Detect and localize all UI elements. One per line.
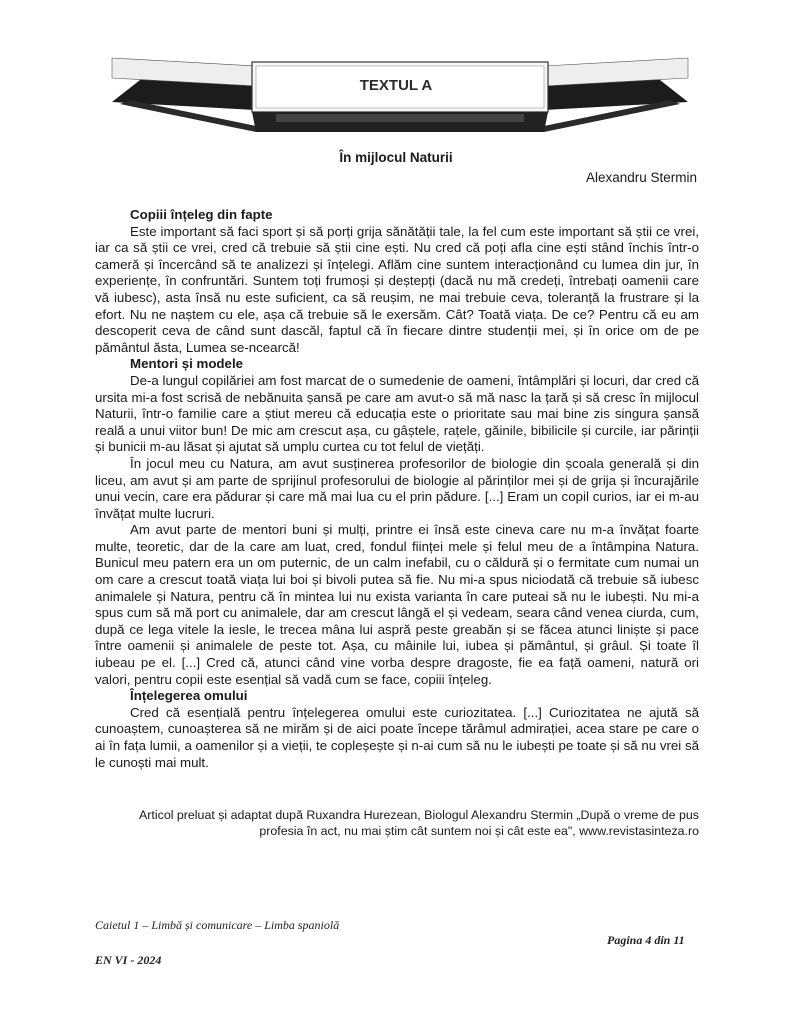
source-line: Articol preluat și adaptat după Ruxandra Hurezean, Biologul Alexandru Stermin „După o vreme de pus [139, 808, 699, 822]
article-body [95, 207, 699, 771]
footer-booklet: Caietul 1 – Limbă și comunicare – Limba spaniolă [95, 918, 340, 932]
source-line: profesia în act, nu mai știm cât suntem noi și cât este ea", www.revistasinteza.ro [259, 823, 699, 838]
section-heading: Înțelegerea omului [130, 688, 248, 704]
article-title: În mijlocul Naturii [339, 150, 453, 165]
paragraph: Cred că esențială pentru înțelegerea omului este curiozitatea. [...] Curiozitatea ne ajută să cunoaștem, cunoașterea să ne mirăm și de aici poate începe tărâmul admirației, acea stare pe care o ai în fața lumii, a oamenilor și a vieții, te copleșește și n-ai cum să nu le iubești pe toate și să nu vrei să le cunoști mai mult. [95, 704, 699, 770]
paragraph: Este important să faci sport și să porți grija sănătății tale, la fel cum este important să știi ce vrei, iar ca să știi ce vrei, cred că trebuie să știi cine ești. Nu cred că poți afla cine ești stând închis într-o cameră și încercând să te analizezi și înțelegi. Aflăm cine suntem interacționând cu lumea din jur, în experiențe, în confruntări. Suntem toți frumoși și deștepți (dacă nu mă credeți, întrebați oamenii care vă iubesc), asta însă nu este suficient, ca să reușim, ne mai trebuie ceva, toleranță la frustrare și la efort. Nu ne naștem cu ele, așa că trebuie să le exersăm. Cât? Toată viața. De ce? Pentru că eu am descoperit ceva de când sunt dascăl, faptul că în fiecare dintre studenții mei, și în orice om de pe pământul ăsta, Lumea se-ncearcă! [95, 223, 699, 355]
section-heading: Copiii înțeleg din fapte [130, 207, 273, 222]
source-citation [95, 808, 699, 839]
paragraph: În jocul meu cu Natura, am avut susținerea profesorilor de biologie din școala generală și din liceu, am avut și am parte de sprijinul profesorului de biologie al părinților mei și de grija și încurajările unui vecin, care era pădurar și care mă mai lua cu el prin pădure. [...] Eram un copil curios, iar ei m-au învățat multe lucruri. [95, 455, 699, 521]
paragraph: De-a lungul copilăriei am fost marcat de o sumedenie de oameni, întâmplări și locuri, dar cred că ursita mi-a fost scrisă de nebănuita șansă pe care am avut-o să mă nasc la țară și să cresc în mijlocul Naturii, într-o familie care a știut mereu că educația este o prioritate sau mai bine zis singura șansă reală a unui viitor bun! De mic am crescut așa, cu gâștele, rațele, găinile, bibilicile și curcile, iar părinții și bunicii m-au lăsat și ajutat să umplu curtea cu tot felul de viețăți. [95, 372, 699, 455]
footer-exam-code: EN VI - 2024 [95, 953, 162, 967]
banner-label: TEXTUL A [359, 76, 433, 94]
paragraph: Am avut parte de mentori buni și mulți, printre ei însă este cineva care nu m-a învățat foarte multe, teoretic, dar de la care am luat, cred, fondul ființei mele și felul meu de a întâmpina Natura. Bunicul meu patern era un om puternic, de un calm inefabil, cu o căldură și o fermitate cum numai un om care a crescut toată viața lui boi și bivoli putea să fie. Nu mi-a spus niciodată că trebuie să iubesc animalele și Natura, pentru că în mintea lui nu exista varianta în care puteai să nu le iubești. Nu mi-a spus cum să mă port cu animalele, dar am crescut lângă el și vedeam, seara când venea ciurda, cum, după ce lega vitele la iesle, le trecea mâna lui aspră peste greabăn și se făcea atunci liniște și pace între oamenii și animalele de peste tot. Așa, cu mâinile lui, iubea și pământul, și grâul. Și toate îl iubeau pe el. [...] Cred că, atunci când vine vorba despre dragoste, fie ea față oameni, natură ori valori, pentru copii este esențial să vadă cum se face, copiii înțeleg. [95, 522, 699, 687]
footer-page-number: Pagina 4 din 11 [607, 933, 685, 947]
article-author: Alexandru Stermin [585, 170, 697, 185]
section-heading: Mentori și modele [130, 356, 244, 372]
